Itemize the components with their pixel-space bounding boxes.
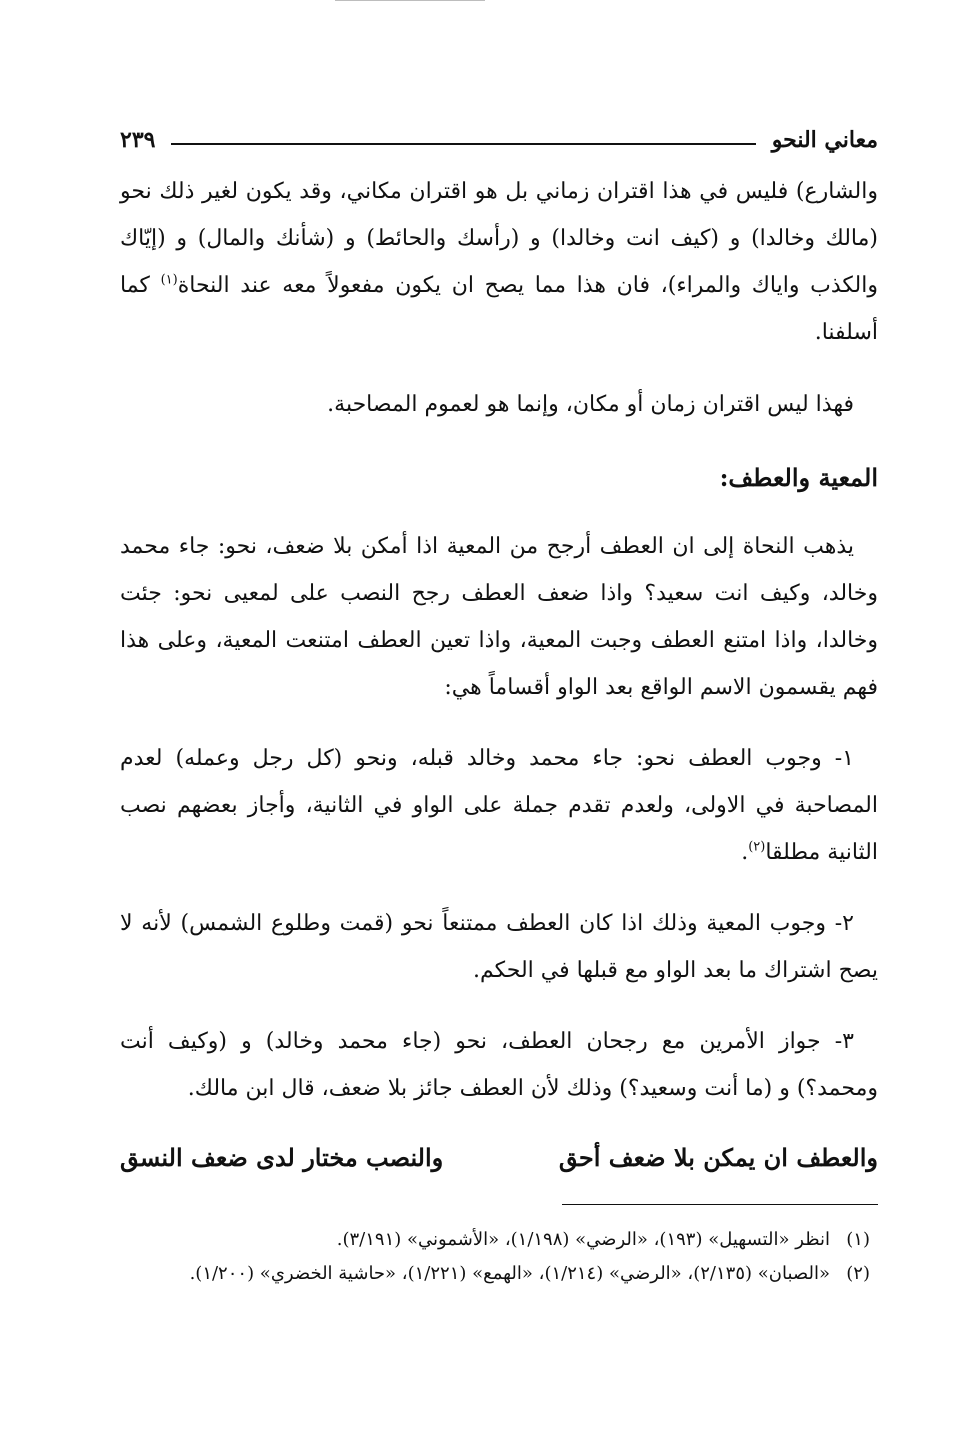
header-rule <box>171 143 755 145</box>
footnote-1-text: انظر «التسهيل» (١٩٣)، «الرضي» (١/١٩٨)، «الأشموني» (٣/١٩١). <box>336 1229 830 1250</box>
list-item-1-text: ١- وجوب العطف نحو: جاء محمد وخالد قبله، ونحو (كل رجل وعمله) لعدم المصاحبة في الاولى، ولعدم تقدم جملة على الواو في الثانية، وأجاز بعضهم نصب الثانية مطلقا <box>120 746 878 865</box>
book-page <box>120 118 878 1291</box>
top-edge-rule <box>335 0 485 1</box>
verse-first-hemistich: والعطف ان يمكن بلا ضعف أحق <box>558 1143 878 1172</box>
verse-second-hemistich: والنصب مختار لدى ضعف النسق <box>120 1143 444 1172</box>
section-heading: المعية والعطف: <box>719 463 878 492</box>
page-number: ٢٣٩ <box>120 127 156 153</box>
footnote-ref-1: (١) <box>160 272 178 288</box>
list-item-1 <box>120 735 878 876</box>
list-item-2: ٢- وجوب المعية وذلك اذا كان العطف ممتنعاً نحو (قمت وطلوع الشمس) لأنه لا يصح اشتراك ما بعد الواو مع قبلها في الحكم. <box>120 911 878 983</box>
footnote-2-text: «الصبان» (٢/١٣٥)، «الرضي» (١/٢١٤)، «الهمع» (١/٢٢١)، «حاشية الخضري» (١/٢٠٠). <box>189 1263 830 1284</box>
section-intro-paragraph: يذهب النحاة إلى ان العطف أرجح من المعية اذا أمكن بلا ضعف، نحو: جاء محمد وخالد، وكيف انت سعيد؟ واذا ضعف العطف رجح النصب على لمعيى نحو: جئت وخالدا، واذا امتنع العطف وجبت المعية، واذا تعين العطف امتنعت المعية، وعلى هذا فهم يقسمون الاسم الواقع بعد الواو أقساماً هي: <box>120 534 878 700</box>
book-title: معاني النحو <box>771 127 878 153</box>
running-header <box>120 118 878 162</box>
list-item-3: ٣- جواز الأمرين مع رجحان العطف، نحو (جاء محمد وخالد) و (وكيف أنت ومحمد؟) و (ما أنت وسعيد؟) وذلك لأن العطف جائز بلا ضعف، قال ابن مالك. <box>120 1029 878 1101</box>
intro-paragraph <box>120 168 878 356</box>
footnote-1-number: (١) <box>846 1229 870 1250</box>
footnote-separator <box>562 1204 878 1205</box>
footnote-ref-2: (٢) <box>748 839 766 855</box>
intro-text-end: كما أسلفنا. <box>120 273 878 345</box>
list-item-1-end: . <box>741 840 749 865</box>
intro-text: والشارع) فليس في هذا اقتران زماني بل هو اقتران مكاني، وقد يكون لغير ذلك نحو (مالك وخالدا) و (كيف انت وخالدا) و (رأسك والحائط) و (شأنك والمال) و (إيّاك والكذب واياك والمراء)، فان هذا مما يصح ان يكون مفعولاً معه عند النحاة <box>120 179 878 298</box>
paragraph-general-companionship: فهذا ليس اقتران زمان أو مكان، وإنما هو لعموم المصاحبة. <box>327 392 854 417</box>
poetry-verse <box>120 1138 878 1178</box>
footnote-2 <box>120 1257 878 1291</box>
footnote-1 <box>120 1223 878 1257</box>
footnote-2-number: (٢) <box>846 1263 870 1284</box>
footnotes <box>120 1223 878 1291</box>
